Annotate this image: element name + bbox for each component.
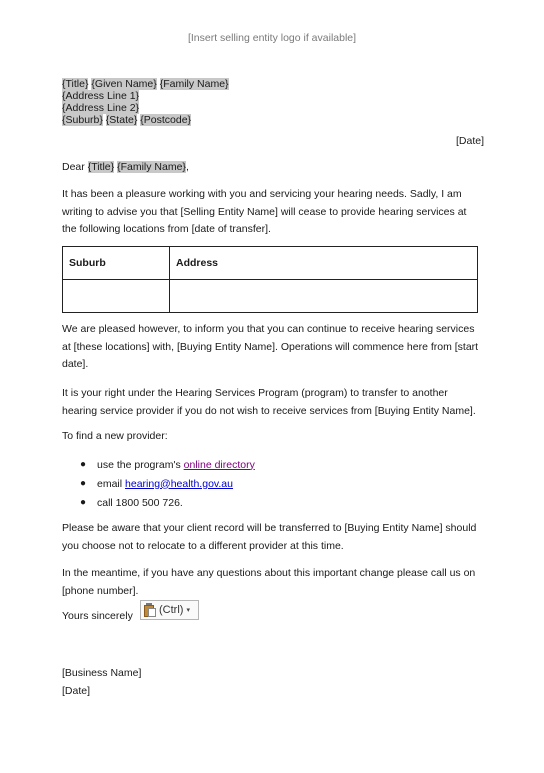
- paragraph-rights: It is your right under the Hearing Services Program (program) to transfer to another hearing service provider if you do not wish to receive services from [Buying Entity Name].: [62, 387, 476, 417]
- address-family-name: {Family Name}: [159, 78, 229, 90]
- salutation-prefix: Dear: [62, 161, 88, 173]
- address-given-name: {Given Name}: [91, 78, 157, 90]
- address-postcode: {Postcode}: [140, 114, 192, 126]
- recipient-address: [62, 78, 229, 126]
- online-directory-link[interactable]: online directory: [183, 458, 255, 471]
- bullet-icon: ●: [80, 459, 87, 470]
- paragraph-continue: We are pleased however, to inform you that you can continue to receive hearing services at [these locations] with, [Buying Entity Name]. Operations will commence here from [start date].: [62, 323, 479, 370]
- address-suburb: {Suburb}: [62, 114, 103, 126]
- bullet-text: use the program's: [97, 458, 181, 471]
- list-item: [80, 493, 255, 512]
- closing: Yours sincerely: [62, 610, 133, 622]
- signature-block: [62, 665, 141, 700]
- paste-options-button[interactable]: [140, 600, 199, 620]
- business-name: [Business Name]: [62, 667, 142, 679]
- salutation-suffix: ,: [185, 161, 189, 173]
- letter-date: [Date]: [455, 135, 484, 147]
- bullet-icon: ●: [80, 497, 87, 508]
- table-header-row: [63, 247, 478, 280]
- chevron-down-icon: ▾: [186, 607, 190, 614]
- salutation-family-name: {Family Name}: [117, 161, 186, 173]
- email-link[interactable]: hearing@health.gov.au: [125, 477, 233, 490]
- paragraph-questions: In the meantime, if you have any questions about this important change please call us on [phone number].: [62, 567, 476, 597]
- list-item: [80, 455, 255, 474]
- bullet-icon: ●: [80, 478, 87, 489]
- address-locality-line: [62, 114, 229, 126]
- provider-options-list: [80, 455, 255, 512]
- logo-placeholder: [Insert selling entity logo if available]: [187, 32, 357, 44]
- paragraph-find-provider: To find a new provider:: [62, 430, 168, 442]
- locations-table: [62, 246, 478, 313]
- bullet-text: email: [97, 477, 123, 490]
- signature-date: [Date]: [62, 684, 91, 697]
- table-cell-address[interactable]: [170, 280, 478, 313]
- table-header-suburb: Suburb: [63, 247, 170, 280]
- paragraph-client-record: Please be aware that your client record will be transferred to [Buying Entity Name] should you choose not to relocate to a different provider at this time.: [62, 522, 477, 552]
- salutation-title: {Title}: [87, 161, 115, 173]
- address-title: {Title}: [62, 78, 89, 90]
- paste-options-label: (Ctrl): [159, 604, 184, 616]
- salutation: [62, 161, 189, 173]
- table-header-address: Address: [170, 247, 478, 280]
- address-name-line: [62, 78, 229, 90]
- list-item: [80, 474, 255, 493]
- table-row: [63, 280, 478, 313]
- bullet-text: call 1800 500 726.: [97, 496, 183, 509]
- clipboard-icon: [143, 603, 157, 618]
- paragraph-intro: It has been a pleasure working with you and servicing your hearing needs. Sadly, I am writing to advise you that [Selling Entity Name] will cease to provide hearing services at the following locations from [date of transfer].: [62, 188, 467, 235]
- address-line-1: {Address Line 1}: [62, 90, 140, 102]
- address-line-2: {Address Line 2}: [62, 102, 140, 114]
- table-cell-suburb[interactable]: [63, 280, 170, 313]
- address-state: {State}: [105, 114, 138, 126]
